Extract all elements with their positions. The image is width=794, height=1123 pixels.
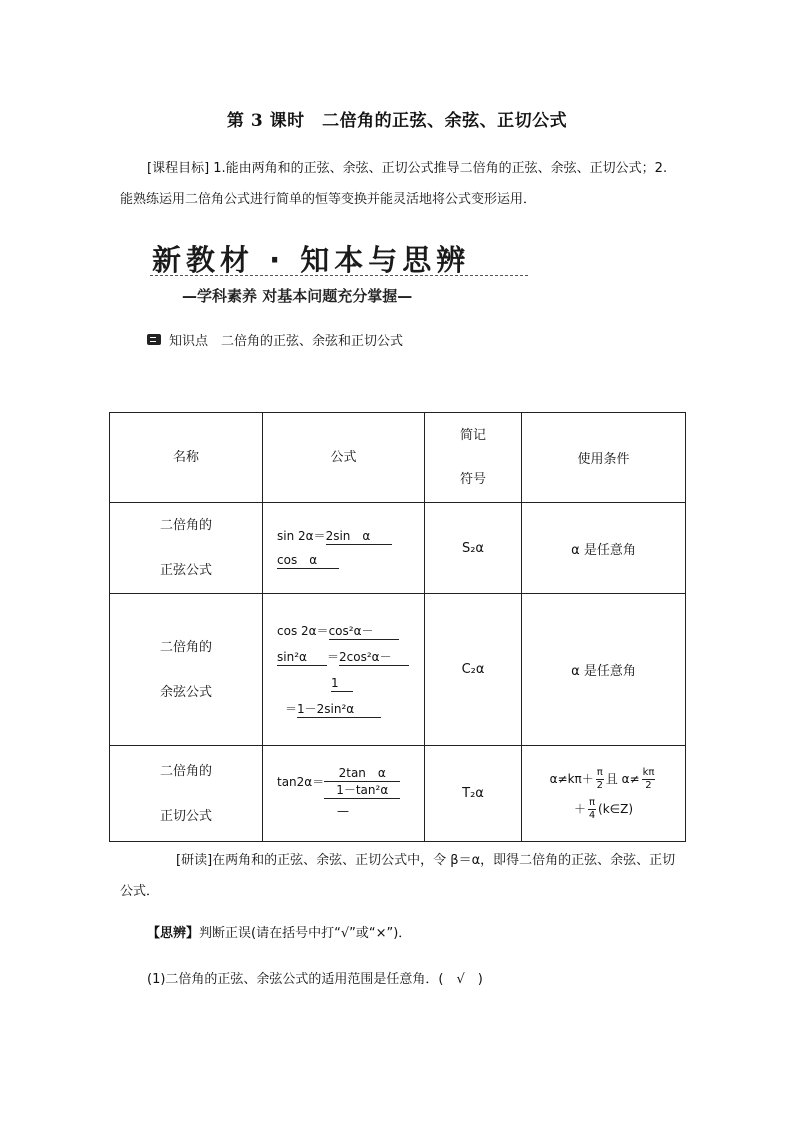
formula-table [109,412,686,842]
row-symbol: S₂α [425,503,522,594]
formula-blank: 2tan α [324,765,400,782]
header-formula: 公式 [263,413,425,503]
formula-lhs: tan2α＝ [277,774,325,789]
condition-text: α≠kπ＋ [549,771,594,786]
header-name: 名称 [110,413,263,503]
row-symbol: T₂α [425,746,522,842]
fraction-denominator: 2 [645,779,652,791]
formula-blank: 1－tan²α [324,782,400,799]
formula-fraction [324,765,400,799]
row-name-line2: 余弦公式 [159,684,212,700]
formula-blank: 2sin α [326,528,392,545]
row-condition [522,746,686,842]
table-row [110,746,686,842]
formula-lhs: cos 2α＝ [277,623,329,638]
header-symbol [425,413,522,503]
row-formula [263,503,425,594]
sibian-label: 【思辨】 [147,926,200,941]
header-symbol-line1: 简记 [459,427,486,443]
row-name-line1: 二倍角的 [159,518,212,533]
formula-blank: 1 [331,675,353,692]
yandu-paragraph: [研读]在两角和的正弦、余弦、正切公式中，令 β＝α，即得二倍角的正弦、余弦、正切公式． [120,853,676,899]
formula-blank: cos α [277,552,339,569]
row-condition: α 是任意角 [522,594,686,746]
formula-blank: sin²α [277,649,327,666]
row-name [110,503,263,594]
condition-text: 且 α≠ [605,771,640,786]
row-formula [263,746,425,842]
condition-fraction [596,767,604,792]
row-name-line2: 正切公式 [159,808,212,824]
header-symbol-line2: 符号 [459,471,486,487]
fraction-numerator: kπ [642,766,655,778]
fraction-denominator: 2 [596,779,603,791]
row-formula [263,594,425,746]
table-header-row [110,413,686,503]
banner-divider [150,275,528,276]
formula-tail: — [337,803,349,818]
condition-text: ＋ [573,801,586,816]
table-row [110,503,686,594]
sibian-text: 判断正误(请在括号中打“√”或“×”)． [199,926,412,941]
row-name-line2: 正弦公式 [159,563,212,578]
sibian-line [147,922,411,941]
knowledge-point [147,330,403,349]
formula-blank: cos²α－ [329,623,399,640]
fraction-numerator: π [596,766,603,778]
knowledge-point-label: 知识点 二倍角的正弦、余弦和正切公式 [169,334,404,349]
row-name-line1: 二倍角的 [159,639,212,655]
header-condition: 使用条件 [522,413,686,503]
banner-subtitle: —学科素养 对基本问题充分掌握— [182,287,413,305]
page-title: 第 3 课时 二倍角的正弦、余弦、正切公式 [226,111,568,131]
formula-eq: ＝ [327,649,340,664]
fraction-denominator: 4 [588,809,596,821]
condition-text: (k∈Z) [598,801,634,816]
table-row [110,594,686,746]
formula-blank: 2cos²α－ [339,649,409,666]
row-name [110,594,263,746]
formula-eq: ＝ [285,701,298,716]
knowledge-point-icon [147,334,161,345]
row-symbol: C₂α [425,594,522,746]
condition-fraction [642,767,656,792]
course-goal: [课程目标] 1.能由两角和的正弦、余弦、正切公式推导二倍角的正弦、余弦、正切公式；2.能熟练运用二倍角公式进行简单的恒等变换并能灵活地将公式变形运用． [120,161,668,207]
row-name-line1: 二倍角的 [159,763,212,779]
fraction-numerator: π [588,796,596,808]
condition-fraction [588,797,596,822]
formula-blank: 1－2sin²α [297,701,381,718]
banner-title: 新教材 · 知本与思辨 [152,243,471,277]
question-1: (1)二倍角的正弦、余弦公式的适用范围是任意角．( √ ) [147,972,483,987]
row-condition: α 是任意角 [522,503,686,594]
row-name [110,746,263,842]
formula-lhs: sin 2α＝ [277,529,326,543]
